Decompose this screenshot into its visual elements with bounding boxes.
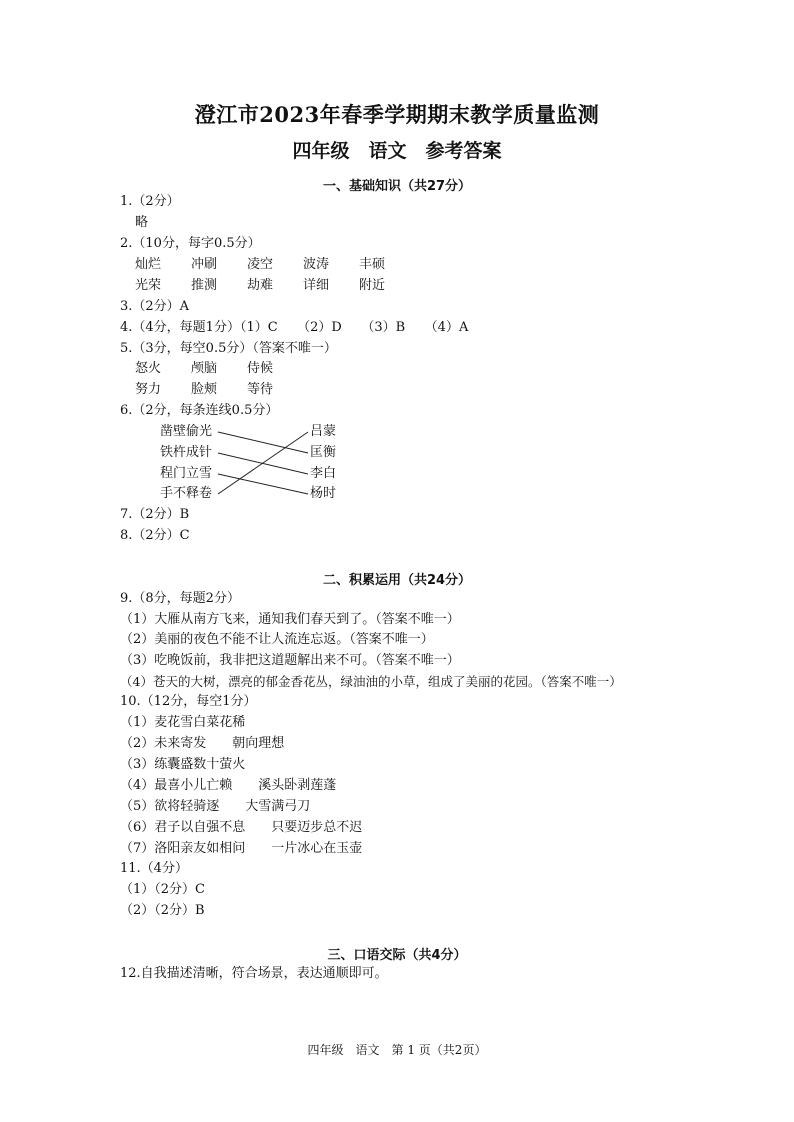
q5-row-2 (135, 382, 303, 398)
q6-left-item: 铁杵成针 (160, 445, 213, 460)
q5-word: 脸颊 (191, 382, 218, 397)
q10-item: （3）练囊盛数十萤火 (120, 757, 246, 772)
q2-word: 推测 (191, 278, 218, 293)
q2-word: 劫难 (247, 278, 274, 293)
q3-answer: 3.（2分）A (120, 299, 190, 314)
q6-matching-diagram (160, 422, 350, 504)
q5-heading: 5.（3分，每空0.5分）（答案不唯一） (120, 341, 337, 356)
q11-item: （2）（2分）B (120, 903, 205, 918)
q2-word: 详细 (303, 278, 330, 293)
q1-heading: 1.（2分） (120, 194, 180, 209)
q6-left-item: 程门立雪 (160, 466, 213, 481)
q9-item: （2）美丽的夜色不能不让人流连忘返。（答案不唯一） (120, 632, 434, 647)
q5-word: 努力 (135, 382, 162, 397)
q5-word: 颅脑 (191, 361, 218, 376)
page-footer: 四年级 语文 第 1 页（共2页） (307, 1043, 487, 1057)
q10-item: （7）洛阳亲友如相问 一片冰心在玉壶 (120, 841, 363, 856)
q4-answer: 4.（4分，每题1分）（1）C （2）D （3）B （4）A (120, 320, 469, 335)
q10-item: （2）未来寄发 朝向理想 (120, 736, 285, 751)
q8-answer: 8.（2分）C (120, 528, 190, 543)
q2-row-2 (135, 278, 415, 294)
q2-heading: 2.（10分，每字0.5分） (120, 236, 261, 251)
q6-heading: 6.（2分，每条连线0.5分） (120, 403, 279, 418)
q10-item: （6）君子以自强不息 只要迈步总不迟 (120, 820, 363, 835)
q2-word: 灿烂 (135, 257, 162, 272)
section-heading-1: 一、基础知识（共27分） (322, 179, 472, 194)
q6-right-item: 匡衡 (310, 445, 337, 460)
q6-line (218, 432, 308, 494)
q7-answer: 7.（2分）B (120, 507, 190, 522)
q2-word: 波涛 (303, 257, 330, 272)
q2-row-1 (135, 257, 415, 273)
q12-answer: 12.自我描述清晰，符合场景，表达通顺即可。 (120, 966, 388, 981)
q5-word: 侍候 (247, 361, 274, 376)
q9-heading: 9.（8分，每题2分） (120, 591, 240, 606)
q6-left-item: 手不释卷 (160, 486, 213, 501)
q2-word: 附近 (359, 278, 386, 293)
q2-word: 凌空 (247, 257, 274, 272)
q11-heading: 11.（4分） (120, 861, 188, 876)
q10-item: （5）欲将轻骑逐 大雪满弓刀 (120, 799, 311, 814)
q2-word: 冲刷 (191, 257, 218, 272)
q9-item: （1）大雁从南方飞来，通知我们春天到了。（答案不唯一） (120, 612, 460, 627)
q5-row-1 (135, 361, 303, 377)
q6-right-item: 李白 (310, 466, 337, 481)
q5-word: 等待 (247, 382, 274, 397)
q1-answer: 略 (135, 215, 149, 230)
q6-left-item: 凿壁偷光 (160, 424, 213, 439)
q6-line (218, 432, 308, 453)
section-heading-3: 三、口语交际（共4分） (327, 948, 467, 963)
page-title: 澄江市2023年春季学期期末教学质量监测 (194, 102, 600, 127)
q6-connecting-lines (160, 422, 350, 504)
q2-word: 丰硕 (359, 257, 386, 272)
page-subtitle: 四年级 语文 参考答案 (292, 140, 502, 162)
q5-word: 怒火 (135, 361, 162, 376)
q6-line (218, 474, 308, 494)
q11-item: （1）（2分）C (120, 882, 205, 897)
q10-heading: 10.（12分，每空1分） (120, 694, 257, 709)
q6-right-item: 杨时 (310, 486, 337, 501)
q6-right-item: 吕蒙 (310, 424, 337, 439)
q9-item: （3）吃晚饭前，我非把这道题解出来不可。（答案不唯一） (120, 653, 460, 668)
q9-item: （4）苍天的大树，漂亮的郁金香花丛，绿油油的小草，组成了美丽的花园。（答案不唯一） (120, 674, 622, 689)
section-heading-2: 二、积累运用（共24分） (322, 573, 472, 588)
q2-word: 光荣 (135, 278, 162, 293)
q10-item: （1）麦花雪白菜花稀 (120, 715, 246, 730)
q10-item: （4）最喜小儿亡赖 溪头卧剥莲蓬 (120, 778, 337, 793)
